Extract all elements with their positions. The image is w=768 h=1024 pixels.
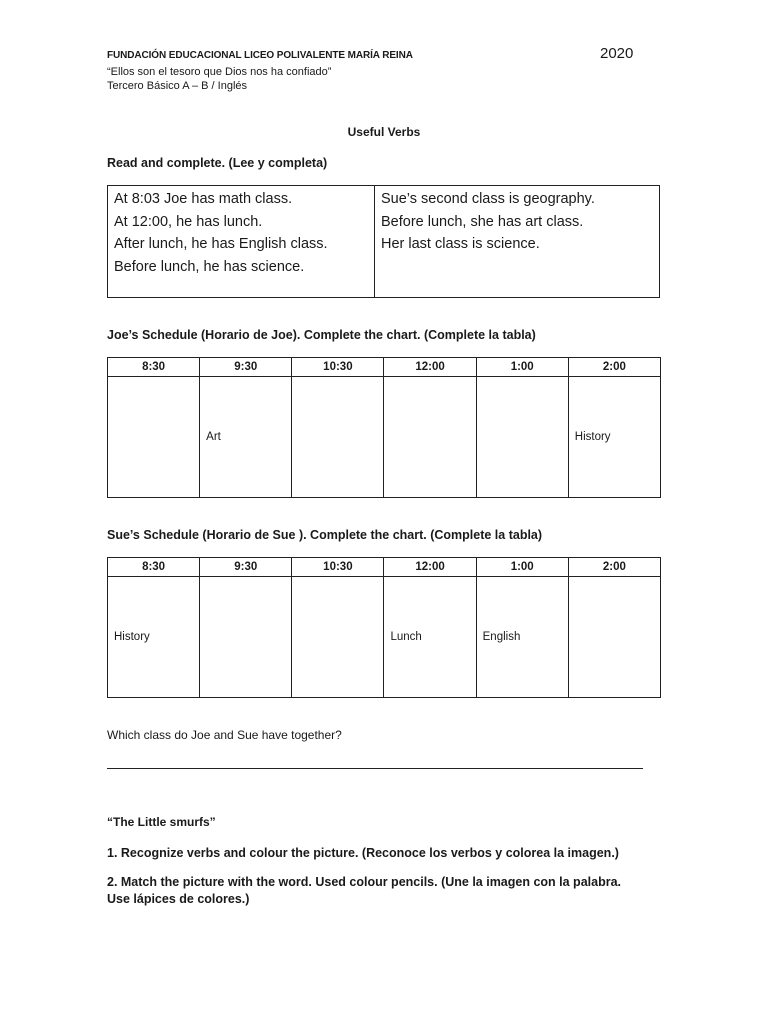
joe-schedule-table bbox=[107, 357, 661, 498]
time-header: 12:00 bbox=[384, 558, 476, 577]
table-row bbox=[108, 577, 661, 698]
answer-line[interactable] bbox=[107, 768, 643, 769]
course-label: Tercero Básico A – B / Inglés bbox=[107, 80, 248, 92]
reading-instruction: Read and complete. (Lee y completa) bbox=[107, 156, 328, 170]
table-row bbox=[108, 377, 661, 498]
reading-line: After lunch, he has English class. bbox=[114, 236, 328, 252]
schedule-cell[interactable]: History bbox=[108, 577, 200, 698]
table-header-row bbox=[108, 558, 661, 577]
time-header: 8:30 bbox=[108, 358, 200, 377]
school-name: FUNDACIÓN EDUCACIONAL LICEO POLIVALENTE MARÍA REINA bbox=[107, 50, 413, 61]
time-header: 2:00 bbox=[568, 558, 660, 577]
task-2: 2. Match the picture with the word. Used colour pencils. (Une la imagen con la palabra. Use lápices de colores.) bbox=[107, 875, 621, 906]
time-header: 1:00 bbox=[476, 558, 568, 577]
question-text: Which class do Joe and Sue have together? bbox=[107, 728, 342, 742]
sue-instruction: Sue’s Schedule (Horario de Sue ). Complete the chart. (Complete la tabla) bbox=[107, 528, 543, 542]
time-header: 10:30 bbox=[292, 558, 384, 577]
schedule-cell[interactable] bbox=[476, 377, 568, 498]
schedule-cell[interactable]: Art bbox=[200, 377, 292, 498]
reading-line: At 12:00, he has lunch. bbox=[114, 213, 263, 230]
reading-column-joe bbox=[108, 186, 375, 297]
schedule-cell[interactable] bbox=[108, 377, 200, 498]
time-header: 10:30 bbox=[292, 358, 384, 377]
schedule-cell[interactable] bbox=[292, 577, 384, 698]
joe-instruction: Joe’s Schedule (Horario de Joe). Complete the chart. (Complete la tabla) bbox=[107, 328, 536, 342]
schedule-cell[interactable]: English bbox=[476, 577, 568, 698]
reading-line: Before lunch, she has art class. bbox=[381, 213, 584, 230]
schedule-cell[interactable] bbox=[384, 377, 476, 498]
worksheet-title: Useful Verbs bbox=[347, 125, 421, 139]
time-header: 1:00 bbox=[476, 358, 568, 377]
time-header: 9:30 bbox=[200, 558, 292, 577]
table-header-row bbox=[108, 358, 661, 377]
time-header: 8:30 bbox=[108, 558, 200, 577]
task-1: 1. Recognize verbs and colour the picture. (Reconoce los verbos y colorea la imagen.) bbox=[107, 846, 619, 860]
reading-box bbox=[107, 185, 660, 298]
reading-column-sue bbox=[375, 186, 659, 297]
year: 2020 bbox=[600, 45, 634, 62]
schedule-cell[interactable] bbox=[568, 577, 660, 698]
story-title: “The Little smurfs” bbox=[107, 815, 216, 829]
schedule-cell[interactable] bbox=[292, 377, 384, 498]
time-header: 9:30 bbox=[200, 358, 292, 377]
time-header: 12:00 bbox=[384, 358, 476, 377]
reading-line: Sue’s second class is geography. bbox=[381, 191, 595, 207]
reading-line: At 8:03 Joe has math class. bbox=[114, 191, 293, 207]
reading-line: Her last class is science. bbox=[381, 236, 540, 252]
schedule-cell[interactable] bbox=[200, 577, 292, 698]
schedule-cell[interactable]: History bbox=[568, 377, 660, 498]
school-motto: “Ellos son el tesoro que Dios nos ha confiado” bbox=[107, 66, 332, 78]
sue-schedule-table bbox=[107, 557, 661, 698]
time-header: 2:00 bbox=[568, 358, 660, 377]
schedule-cell[interactable]: Lunch bbox=[384, 577, 476, 698]
reading-line: Before lunch, he has science. bbox=[114, 258, 305, 275]
